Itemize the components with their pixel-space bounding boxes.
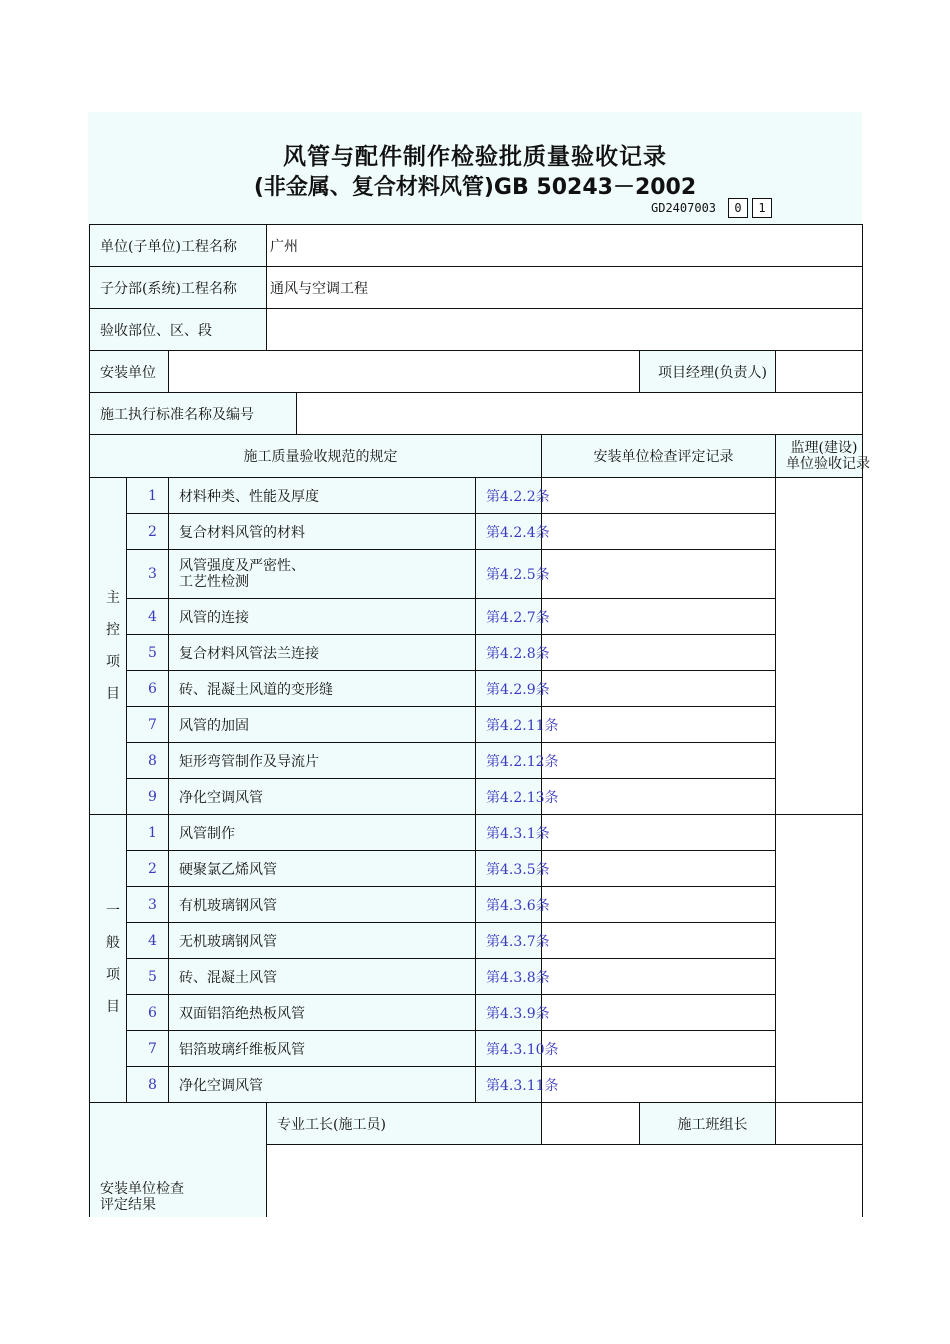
table-row [90,514,863,550]
table-row [90,599,863,635]
install-check-cell[interactable] [542,550,776,599]
standard-label: 施工执行标准名称及编号 [90,393,297,435]
table-row [90,707,863,743]
item-number: 2 [127,851,169,887]
item-name: 复合材料风管法兰连接 [169,635,476,671]
table-row [90,1067,863,1103]
item-clause: 第4.3.8条 [476,959,542,995]
foreman-value[interactable] [542,1103,640,1145]
install-result-label: 安装单位检查 评定结果 [90,1103,267,1245]
install-unit-label: 安装单位 [90,351,169,393]
item-name: 硬聚氯乙烯风管 [169,851,476,887]
install-check-header: 安装单位检查评定记录 [542,435,776,478]
install-check-cell[interactable] [542,995,776,1031]
item-clause: 第4.2.5条 [476,550,542,599]
item-number: 5 [127,959,169,995]
item-clause: 第4.2.2条 [476,478,542,514]
form-code: GD2407003 [651,201,717,215]
team-leader-label: 施工班组长 [640,1103,776,1145]
item-clause: 第4.2.8条 [476,635,542,671]
table-row [90,635,863,671]
item-number: 4 [127,599,169,635]
form-subtitle: (非金属、复合材料风管)GB 50243－2002 [253,175,697,200]
install-check-cell[interactable] [542,1031,776,1067]
item-clause: 第4.3.9条 [476,995,542,1031]
item-number: 4 [127,923,169,959]
item-name: 风管的加固 [169,707,476,743]
item-name: 材料种类、性能及厚度 [169,478,476,514]
item-number: 8 [127,1067,169,1103]
unit-project-value[interactable]: 广州 [267,225,863,267]
install-check-cell[interactable] [542,779,776,815]
install-check-cell[interactable] [542,514,776,550]
install-unit-value[interactable] [169,351,640,393]
supervisor-cell-main[interactable] [776,478,863,815]
item-name: 无机玻璃钢风管 [169,923,476,959]
table-row [90,887,863,923]
table-row [90,1031,863,1067]
item-clause: 第4.2.4条 [476,514,542,550]
item-number: 3 [127,550,169,599]
spec-header: 施工质量验收规范的规定 [90,435,542,478]
item-name: 矩形弯管制作及导流片 [169,743,476,779]
item-name: 双面铝箔绝热板风管 [169,995,476,1031]
item-name: 砖、混凝土风道的变形缝 [169,671,476,707]
standard-value[interactable] [297,393,863,435]
item-name: 风管的连接 [169,599,476,635]
form-code-box-2: 1 [752,198,772,218]
sub-project-value[interactable]: 通风与空调工程 [267,267,863,309]
item-clause: 第4.2.13条 [476,779,542,815]
install-check-cell[interactable] [542,959,776,995]
table-row [90,478,863,514]
item-number: 7 [127,707,169,743]
sub-project-label: 子分部(系统)工程名称 [90,267,267,309]
table-row [90,959,863,995]
item-number: 9 [127,779,169,815]
item-name: 风管制作 [169,815,476,851]
install-check-cell[interactable] [542,743,776,779]
install-check-cell[interactable] [542,707,776,743]
acceptance-part-label: 验收部位、区、段 [90,309,267,351]
acceptance-part-value[interactable] [267,309,863,351]
item-clause: 第4.3.5条 [476,851,542,887]
item-number: 6 [127,671,169,707]
item-name: 砖、混凝土风管 [169,959,476,995]
form-title: 风管与配件制作检验批质量验收记录 [283,144,667,170]
main-control-label: 主 控 项 目 [90,478,127,815]
item-name: 净化空调风管 [169,779,476,815]
item-number: 5 [127,635,169,671]
item-number: 8 [127,743,169,779]
item-name: 净化空调风管 [169,1067,476,1103]
project-manager-value[interactable] [776,351,863,393]
install-check-cell[interactable] [542,815,776,851]
team-leader-value[interactable] [776,1103,863,1145]
inspection-table [89,224,870,1245]
item-number: 1 [127,478,169,514]
supervisor-header: 监理(建设) 单位验收记录 [776,435,863,478]
item-clause: 第4.3.11条 [476,1067,542,1103]
form-code-box-1: 0 [728,198,748,218]
install-check-cell[interactable] [542,635,776,671]
install-check-cell[interactable] [542,851,776,887]
table-row [90,779,863,815]
item-clause: 第4.3.7条 [476,923,542,959]
item-clause: 第4.3.1条 [476,815,542,851]
install-check-cell[interactable] [542,923,776,959]
item-clause: 第4.2.12条 [476,743,542,779]
item-number: 6 [127,995,169,1031]
item-clause: 第4.2.7条 [476,599,542,635]
item-name: 铝箔玻璃纤维板风管 [169,1031,476,1067]
item-number: 1 [127,815,169,851]
install-check-cell[interactable] [542,671,776,707]
install-check-cell[interactable] [542,478,776,514]
item-number: 2 [127,514,169,550]
item-number: 3 [127,887,169,923]
table-row [90,550,863,599]
unit-project-label: 单位(子单位)工程名称 [90,225,267,267]
foreman-label: 专业工长(施工员) [267,1103,542,1145]
item-name: 复合材料风管的材料 [169,514,476,550]
supervisor-cell-general[interactable] [776,815,863,1103]
table-row [90,671,863,707]
project-manager-label: 项目经理(负责人) [640,351,776,393]
install-check-cell[interactable] [542,887,776,923]
general-label: 一 般 项 目 [90,815,127,1103]
item-clause: 第4.2.11条 [476,707,542,743]
table-row [90,743,863,779]
item-clause: 第4.3.6条 [476,887,542,923]
page-bottom-margin [0,1217,950,1344]
table-row [90,815,863,851]
install-check-cell[interactable] [542,1067,776,1103]
item-clause: 第4.2.9条 [476,671,542,707]
install-check-cell[interactable] [542,599,776,635]
item-clause: 第4.3.10条 [476,1031,542,1067]
table-row [90,995,863,1031]
item-name: 风管强度及严密性、 工艺性检测 [169,550,476,599]
item-number: 7 [127,1031,169,1067]
table-row [90,923,863,959]
table-row [90,851,863,887]
item-name: 有机玻璃钢风管 [169,887,476,923]
